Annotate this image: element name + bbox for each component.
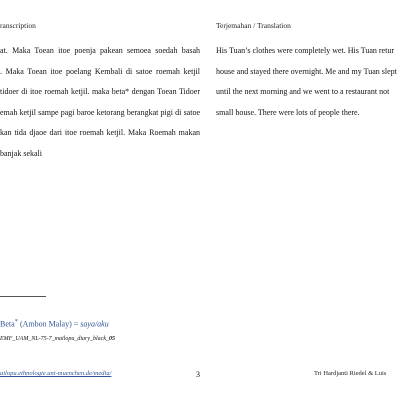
translation-line: His Tuan’s clothes were completely wet. His Tuan retur [216, 46, 394, 55]
header-right: Terjemahan / Translation [216, 21, 291, 30]
transcription-line: banjak sekali [0, 148, 42, 158]
footnote-middle: (Ambon Malay) = [18, 319, 81, 329]
footer-authors: Tri Hardjanti Riedel & Luis [314, 370, 387, 377]
translation-line: small house. There were lots of people there. [216, 107, 360, 117]
transcription-line: tidoer di itoe roemah ketjil. maka beta* dengan Toean Tidoer [0, 87, 200, 96]
translation-line: until the next morning and we went to a restaurant not [216, 87, 390, 96]
footnote-prefix: Beta [0, 319, 15, 329]
transcription-line: emah ketjil sampe pagi baroe ketorang berangkat pigi di satoe [0, 107, 200, 117]
footer-link[interactable]: ailopu.ethnologie.uni-muenchen.de/media/ [0, 370, 112, 377]
archive-reference-number: 05 [108, 336, 115, 342]
translation-column [216, 41, 400, 123]
archive-reference [0, 336, 115, 342]
header-left: ranscription [0, 21, 36, 30]
footnote-term: saya/aku [80, 319, 109, 329]
transcription-line: kan tida djaoe dari itoe roemah ketjil. Maka Roemah makan [0, 128, 200, 137]
transcription-line: at. Maka Toean itoe poenja pakean semoea soedah basah [0, 46, 200, 55]
page-number: 3 [196, 370, 200, 379]
archive-reference-prefix: EMF_UAM_NL-75-7_mailopu_diary_black_ [0, 336, 109, 342]
translation-line: house and stayed there overnight. Me and my Tuan slept [216, 66, 397, 76]
transcription-line: . Maka Toean itoe poelang Kembali di satoe roemah ketjil [0, 66, 200, 76]
footnote-separator [0, 296, 46, 297]
footnote [0, 318, 109, 329]
footnote-marker: * [14, 318, 18, 325]
transcription-column [0, 41, 200, 164]
